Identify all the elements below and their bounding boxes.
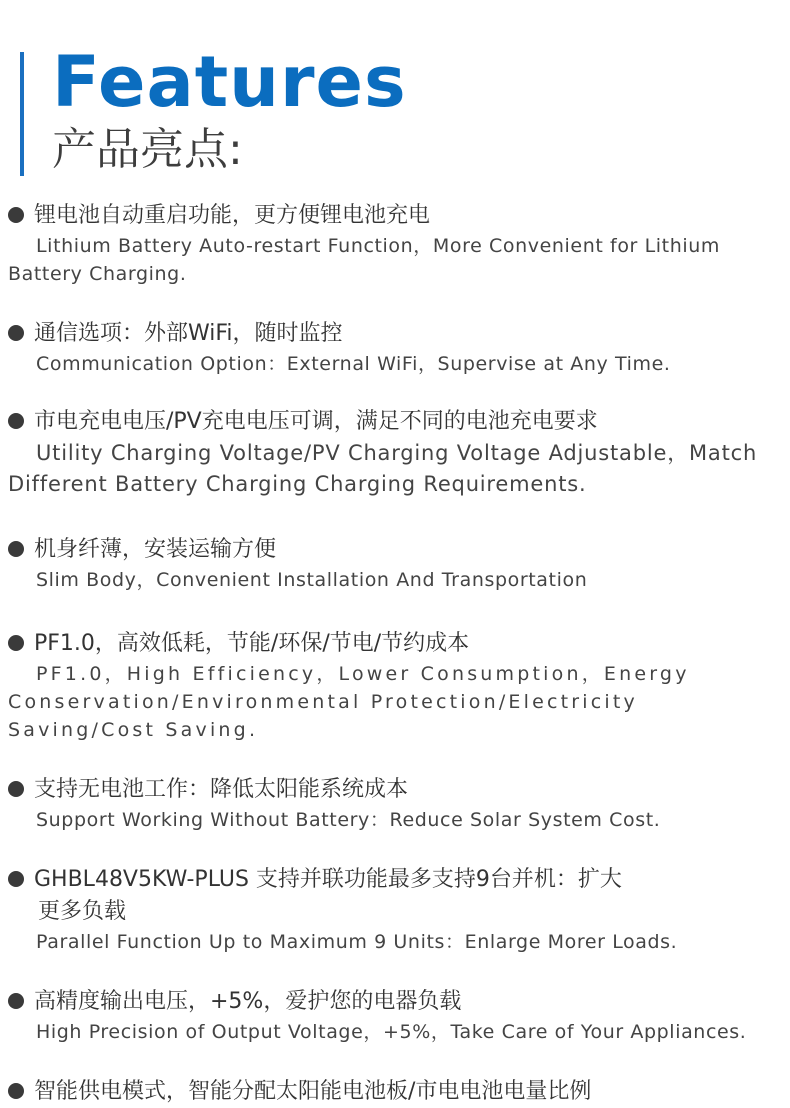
feature-desc-en: Parallel Function Up to Maximum 9 Units：Enlarge Morer Loads.	[36, 931, 678, 953]
bullet-icon	[8, 871, 24, 887]
feature-title-cn: PF1.0，高效低耗，节能/环保/节电/节约成本	[34, 631, 470, 656]
feature-desc-en: Slim Body，Convenient Installation And Transportation	[36, 569, 588, 591]
feature-title-cn: 锂电池自动重启功能，更方便锂电池充电	[34, 203, 431, 228]
feature-item	[0, 628, 790, 744]
feature-item-partial	[0, 1076, 790, 1104]
feature-desc-en: Lithium Battery Auto-restart Function，More Convenient for Lithium Battery Charging.	[8, 235, 720, 285]
bullet-icon	[8, 541, 24, 557]
feature-desc-en: PF1.0，High Efficiency，Lower Consumption，Energy Conservation/Environmental Protection/Electricity Saving/Cost Saving.	[8, 663, 690, 741]
bullet-icon	[8, 993, 24, 1009]
feature-title-cn: 机身纤薄，安装运输方便	[34, 537, 277, 562]
feature-title-cn: 智能供电模式，智能分配太阳能电池板/市电电池电量比例	[34, 1079, 592, 1104]
feature-title-cn: 高精度输出电压，+5%，爱护您的电器负载	[34, 989, 462, 1014]
feature-title-cn: 市电充电电压/PV充电电压可调，满足不同的电池充电要求	[34, 409, 598, 434]
feature-item	[0, 774, 790, 834]
bullet-icon	[8, 781, 24, 797]
feature-item	[0, 406, 790, 500]
feature-item	[0, 986, 790, 1046]
bullet-icon	[8, 635, 24, 651]
feature-desc-en: Utility Charging Voltage/PV Charging Voltage Adjustable，Match Different Battery Charging Charging Requirements.	[8, 441, 758, 496]
feature-desc-en: High Precision of Output Voltage，+5%，Take Care of Your Appliances.	[36, 1021, 747, 1043]
feature-item	[0, 318, 790, 378]
feature-title-cn: GHBL48V5KW-PLUS 支持并联功能最多支持9台并机：扩大	[34, 867, 622, 892]
feature-item	[0, 534, 790, 594]
feature-item	[0, 200, 790, 288]
accent-bar	[20, 52, 24, 176]
feature-title-cn: 通信选项：外部WiFi，随时监控	[34, 321, 343, 346]
feature-title-cn-continued: 更多负载	[38, 899, 127, 924]
bullet-icon	[8, 207, 24, 223]
features-header	[0, 0, 790, 190]
feature-list	[0, 200, 790, 1046]
bullet-icon	[8, 1083, 24, 1099]
feature-item	[0, 864, 790, 956]
feature-desc-en: Support Working Without Battery：Reduce Solar System Cost.	[36, 809, 661, 831]
bullet-icon	[8, 325, 24, 341]
feature-title-cn: 支持无电池工作：降低太阳能系统成本	[34, 777, 409, 802]
page-title: Features	[52, 41, 407, 123]
page-subtitle: 产品亮点:	[52, 124, 243, 175]
bullet-icon	[8, 413, 24, 429]
feature-desc-en: Communication Option：External WiFi，Supervise at Any Time.	[36, 353, 671, 375]
